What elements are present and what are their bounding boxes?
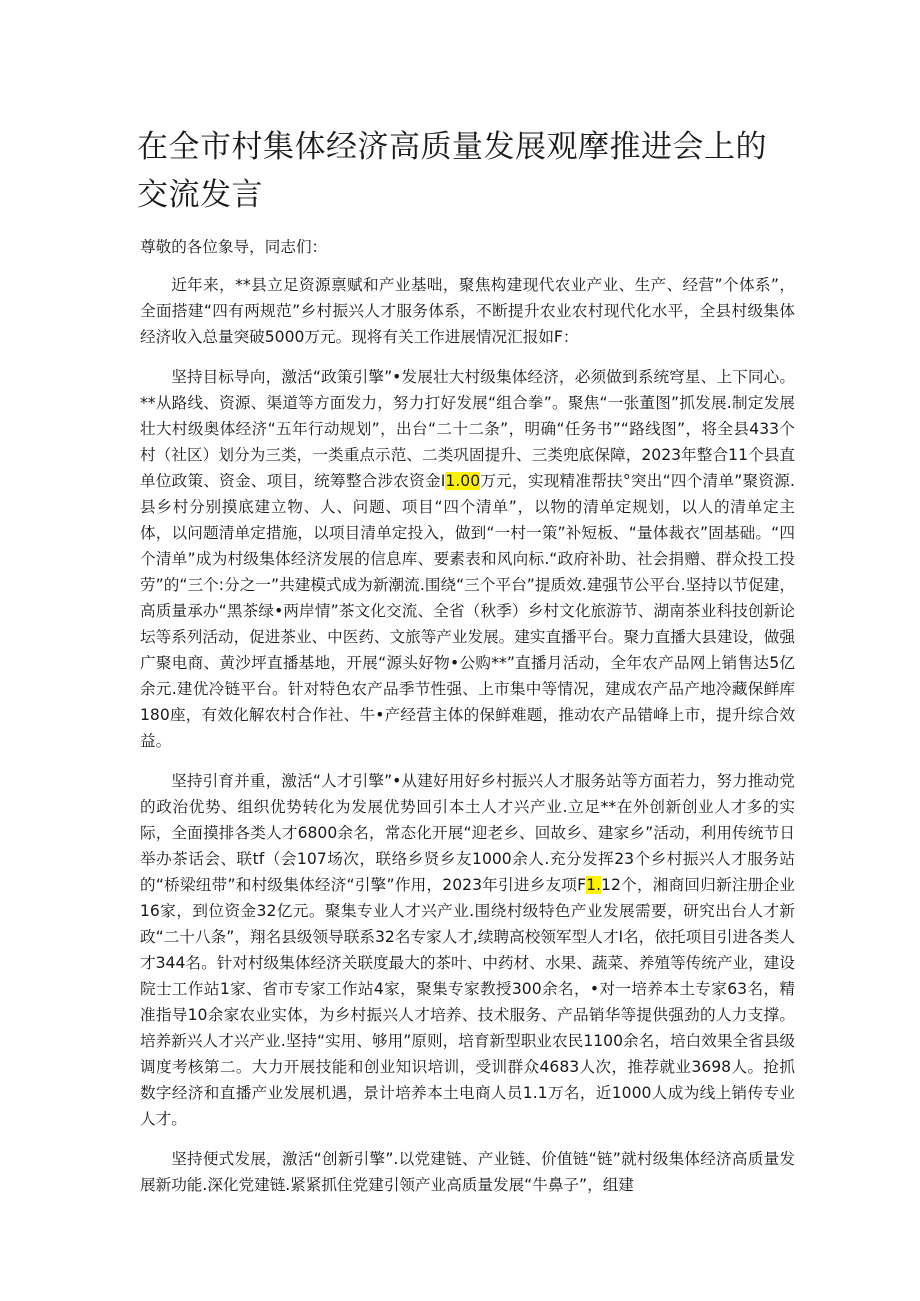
paragraph — [140, 364, 795, 754]
salutation: 尊敬的各位象导，同志们： — [140, 238, 328, 256]
paragraph — [140, 272, 795, 350]
paragraph-text: 12个，湘商回归新注册企业16家，到位资金32亿元。聚集专业人才兴产业.围绕村级特色产业发展需要，研究出台人才新政“二十八条”，翔名县级领导联系32名专家人才,续聘高校领军型人才I名，依托项目引进各类人才344名。针对村级集体经济关联度最大的茶叶、中药材、水果、蔬菜、养殖等传统产业，建设院士工作站1家、省市专家工作站4家，聚集专家教授300余名，•对一培养本土专家63名，精准指导10余家农业实体，为乡村振兴人才培养、技术服务、产品销华等提供强劲的人力支撑。培养新兴人才兴产业.坚持“实用、够用”原则，培育新型职业农民1100余名，培白效果全省县级调度考核第二。大力开展技能和创业知识培训，受训群众4683人次，推荐就业3698人。抢抓数字经济和直播产业发展机遇，景计培养本土电商人员1.1万名，近1000人成为线上销传专业人才。 — [140, 876, 795, 1128]
paragraph-text: 坚持便式发展，激活“创新引擎”.以党建链、产业链、价值链“链”就村级集体经济高质量发展新功能.深化党建链.紧紧抓住党建引领产业高质量发展“牛鼻子”，组建 — [140, 1150, 795, 1194]
document-title: 在全市村集体经济高质量发展观摩推进会上的交流发言 — [137, 129, 767, 213]
paragraph-text: 万元，实现精准帮扶°突出“四个清单”聚资源.县乡村分别摸底建立物、人、问题、项目“四个清单”，以物的清单定规划，以人的清单定主体，以问题清单定措施，以项目清单定投入，做到“一村一策”补短板、“量体裁衣”固基础。“四个清单”成为村级集体经济发展的信息库、要素表和风向标.“政府补助、社会捐赠、群众投工投劳”的“三个:分之一”共建模式成为新潮流.围绕“三个平台”提质效.建强节公平台.坚持以节促建，高质量承办“黑茶绿•两岸情”茶文化交流、全省（秋季）乡村文化旅游节、湖南茶业科技创新论坛等系列活动，促进茶业、中医药、文旅等产业发展。建实直播平台。聚力直播大县建设，做强广聚电商、黄沙坪直播基地，开展“源头好物•公购**”直播月活动，全年农产品网上销售达5亿余元.建优冷链平台。针对特色农产品季节性强、上市集中等情况，建成农产品产地冷藏保鲜库180座，有效化解农村合作社、牛•产经营主体的保鲜难题，推动农产品错峰上市，提升综合效益。 — [140, 472, 795, 750]
paragraph — [140, 768, 795, 1132]
document-body — [140, 234, 795, 1212]
highlighted-text: 1. — [586, 876, 602, 894]
paragraph-text: 坚持引育并重，激活“人才引擎”•从建好用好乡村振兴人才服务站等方面若力，努力推动党的政治优势、组织优势转化为发展优势回引本土人才兴产业.立足**在外创新创业人才多的实际，全面摸排各类人才6800余名，常态化开展“迎老乡、回故乡、建家乡”活动，利用传统节日举办茶话会、联tf（会107场次，联络乡贤乡友1000余人.充分发挥23个乡村振兴人才服务站的“桥梁纽带”和村级集体经济“引擎”作用，2023年引进乡友项F — [140, 772, 795, 894]
paragraph-text: 近年来，**县立足资源禀赋和产业基咄，聚焦构建现代农业产业、生产、经营”个体系”，全面搭建“四有两规范”乡村振兴人才服务体系，不断提升农业农村现代化水平，全县村级集体经济收入总量突破5000万元。现将有关工作进展情况汇报如F： — [140, 276, 795, 346]
highlighted-text: 1.00 — [445, 472, 481, 490]
paragraph — [140, 1146, 795, 1198]
paragraph-list — [140, 272, 795, 1198]
paragraph-text: 坚持目标导向，激活“政策引擎”•发展壮大村级集体经济，必须做到系统穹星、上下同心。**从路线、资源、渠道等方面发力，努力打好发展“组合拳”。聚焦“一张董图”抓发展.制定发展壮大村级奥体经济“五年行动规划”，出台“二十二条”，明确“任务书”“路线图”，将全县433个村（社区）划分为三类，一类重点示范、二类巩固提升、三类兜底保障，2023年整合11个县直单位政策、资金、项目，统筹整合涉农资金I — [140, 368, 795, 490]
